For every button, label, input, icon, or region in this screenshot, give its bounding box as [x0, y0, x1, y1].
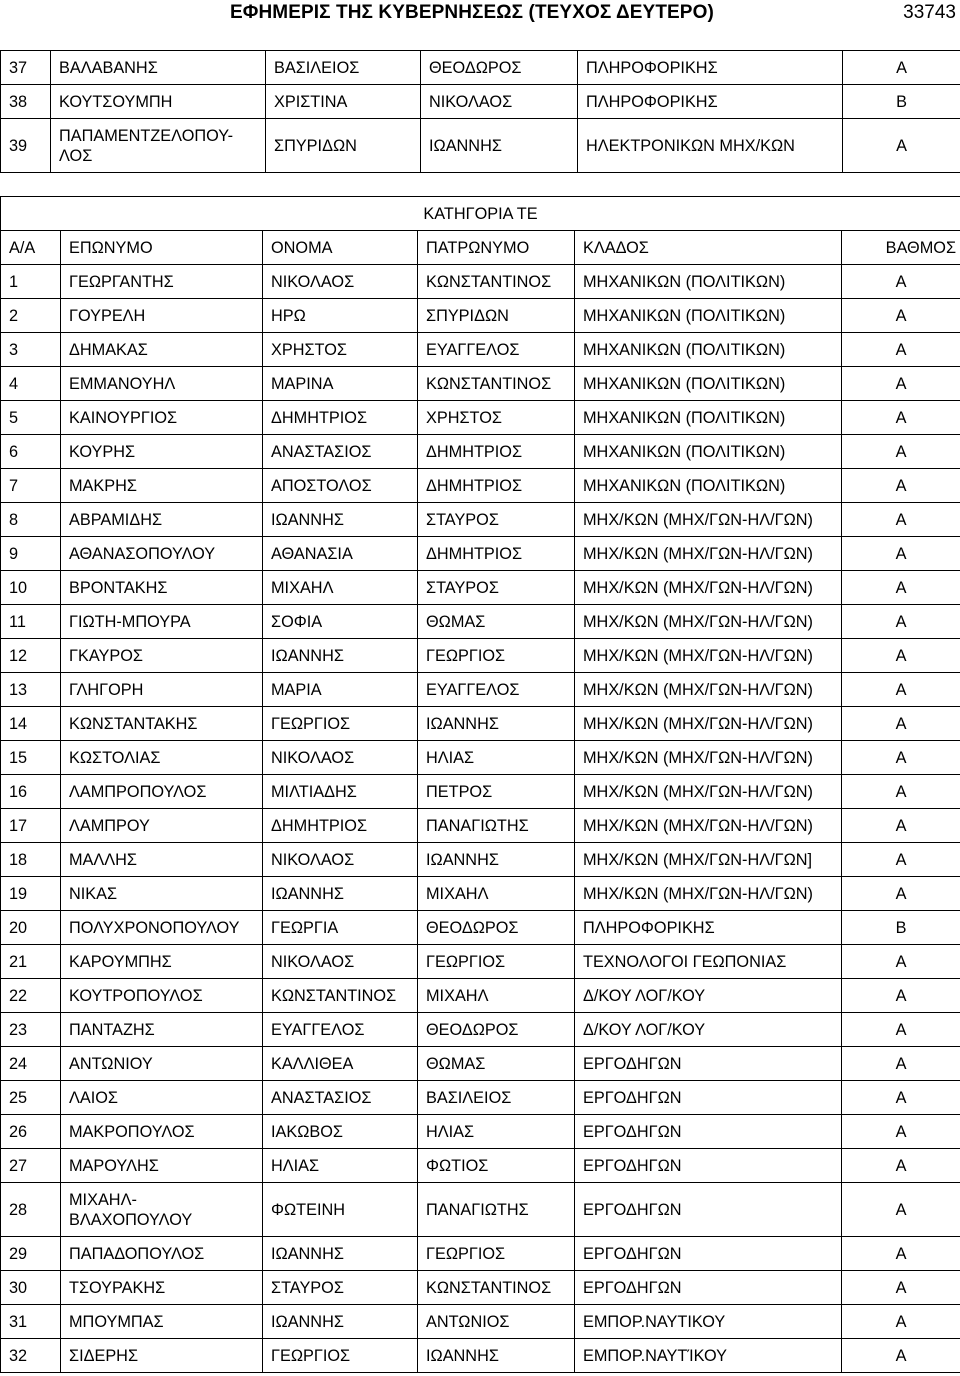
first-name-cell: ΕΥΑΓΓΕΛΟΣ	[263, 1013, 418, 1047]
specialty-cell: ΜΗΧ/ΚΩΝ (ΜΗΧ/ΓΩΝ-ΗΛ/ΓΩΝ)	[575, 707, 842, 741]
fathers-name-cell: ΣΤΑΥΡΟΣ	[418, 503, 575, 537]
specialty-cell: ΕΡΓΟΔΗΓΩΝ	[575, 1183, 842, 1237]
table-row	[1, 1149, 960, 1183]
fathers-name-cell: ΓΕΩΡΓΙΟΣ	[418, 945, 575, 979]
table-row	[1, 503, 960, 537]
row-number-cell: 2	[1, 299, 61, 333]
surname-cell: ΛΑΜΠΡΟΠΟΥΛΟΣ	[61, 775, 263, 809]
table-row	[1, 469, 960, 503]
first-name-cell: ΙΩΑΝΝΗΣ	[263, 503, 418, 537]
specialty-cell: ΜΗΧΑΝΙΚΩΝ (ΠΟΛΙΤΙΚΩΝ)	[575, 265, 842, 299]
first-name-cell: ΚΩΝΣΤΑΝΤΙΝΟΣ	[263, 979, 418, 1013]
row-number-cell: 21	[1, 945, 61, 979]
row-number-cell: 20	[1, 911, 61, 945]
specialty-cell: ΕΡΓΟΔΗΓΩΝ	[575, 1115, 842, 1149]
first-name-cell: ΙΩΑΝΝΗΣ	[263, 877, 418, 911]
specialty-cell: ΕΜΠΟΡ.ΝΑΥΤΊΚΟΥ	[575, 1339, 842, 1373]
surname-cell: ΝΙΚΑΣ	[61, 877, 263, 911]
first-name-cell: ΜΙΛΤΙΑΔΗΣ	[263, 775, 418, 809]
specialty-cell: ΠΛΗΡΟΦΟΡΙΚΗΣ	[575, 911, 842, 945]
fathers-name-cell: ΠΕΤΡΟΣ	[418, 775, 575, 809]
row-number-cell: 31	[1, 1305, 61, 1339]
fathers-name-cell: ΙΩΑΝΝΗΣ	[418, 843, 575, 877]
row-number-cell: 10	[1, 571, 61, 605]
row-number-cell: 24	[1, 1047, 61, 1081]
grade-cell: Α	[842, 435, 960, 469]
fathers-name-cell: ΓΕΩΡΓΙΟΣ	[418, 1237, 575, 1271]
specialty-cell: ΜΗΧΑΝΙΚΩΝ (ΠΟΛΙΤΙΚΩΝ)	[575, 401, 842, 435]
fathers-name-cell: ΚΩΝΣΤΑΝΤΙΝΟΣ	[418, 367, 575, 401]
row-number-cell: 7	[1, 469, 61, 503]
grade-cell: Α	[842, 1149, 960, 1183]
specialty-cell: ΜΗΧΑΝΙΚΩΝ (ΠΟΛΙΤΙΚΩΝ)	[575, 299, 842, 333]
specialty-cell: ΕΡΓΟΔΗΓΩΝ	[575, 1047, 842, 1081]
grade-cell: Α	[842, 775, 960, 809]
table-row	[1, 537, 960, 571]
grade-cell: Α	[842, 945, 960, 979]
row-number-cell: 3	[1, 333, 61, 367]
first-name-cell: ΔΗΜΗΤΡΙΟΣ	[263, 401, 418, 435]
grade-cell: Α	[842, 1305, 960, 1339]
surname-cell: ΒΑΛΑΒΑΝΗΣ	[51, 51, 266, 85]
table-row	[1, 775, 960, 809]
row-number-cell: 19	[1, 877, 61, 911]
specialty-cell: Δ/ΚΟΥ ΛΟΓ/ΚΟΥ	[575, 979, 842, 1013]
first-name-cell: ΙΩΑΝΝΗΣ	[263, 1305, 418, 1339]
page-number: 33743	[903, 2, 956, 23]
fathers-name-cell: ΘΕΟΔΩΡΟΣ	[418, 1013, 575, 1047]
row-number-cell: 37	[1, 51, 51, 85]
row-number-cell: 17	[1, 809, 61, 843]
first-name-cell: ΑΘΑΝΑΣΙΑ	[263, 537, 418, 571]
fathers-name-cell: ΚΩΝΣΤΑΝΤΙΝΟΣ	[418, 1271, 575, 1305]
grade-cell: Α	[842, 673, 960, 707]
table-row	[1, 367, 960, 401]
row-number-cell: 28	[1, 1183, 61, 1237]
grade-cell: Α	[842, 1237, 960, 1271]
grade-cell: Α	[842, 1339, 960, 1373]
grade-cell: Α	[842, 877, 960, 911]
grade-cell: Α	[842, 843, 960, 877]
specialty-cell: ΕΡΓΟΔΗΓΩΝ	[575, 1149, 842, 1183]
table-row	[1, 299, 960, 333]
row-number-cell: 1	[1, 265, 61, 299]
table-row	[1, 435, 960, 469]
surname-cell: ΑΝΤΩΝΙΟΥ	[61, 1047, 263, 1081]
first-name-cell: ΣΠΥΡΙΔΩΝ	[266, 119, 421, 173]
row-number-cell: 4	[1, 367, 61, 401]
table-row	[1, 809, 960, 843]
fathers-name-cell: ΒΑΣΙΛΕΙΟΣ	[418, 1081, 575, 1115]
fathers-name-cell: ΚΩΝΣΤΑΝΤΙΝΟΣ	[418, 265, 575, 299]
fathers-name-cell: ΣΠΥΡΙΔΩΝ	[418, 299, 575, 333]
column-header-first-name: ΟΝΟΜΑ	[263, 231, 418, 265]
specialty-cell: ΗΛΕΚΤΡΟΝΙΚΩΝ ΜΗΧ/ΚΩΝ	[578, 119, 843, 173]
specialty-cell: ΜΗΧ/ΚΩΝ (ΜΗΧ/ΓΩΝ-ΗΛ/ΓΩΝ)	[575, 537, 842, 571]
specialty-cell: ΜΗΧ/ΚΩΝ (ΜΗΧ/ΓΩΝ-ΗΛ/ΓΩΝ)	[575, 775, 842, 809]
specialty-cell: ΜΗΧ/ΚΩΝ (ΜΗΧ/ΓΩΝ-ΗΛ/ΓΩΝ)	[575, 809, 842, 843]
column-header-grade: ΒΑΘΜΟΣ	[842, 231, 960, 265]
table-row	[1, 673, 960, 707]
fathers-name-cell: ΓΕΩΡΓΙΟΣ	[418, 639, 575, 673]
grade-cell: Α	[842, 605, 960, 639]
row-number-cell: 15	[1, 741, 61, 775]
grade-cell: Α	[842, 1271, 960, 1305]
grade-cell: Α	[842, 979, 960, 1013]
first-name-cell: ΧΡΙΣΤΙΝΑ	[266, 85, 421, 119]
row-number-cell: 5	[1, 401, 61, 435]
first-name-cell: ΓΕΩΡΓΙΑ	[263, 911, 418, 945]
fathers-name-cell: ΘΩΜΑΣ	[418, 1047, 575, 1081]
specialty-cell: ΜΗΧΑΝΙΚΩΝ (ΠΟΛΙΤΙΚΩΝ)	[575, 367, 842, 401]
row-number-cell: 12	[1, 639, 61, 673]
column-header-surname: ΕΠΩΝΥΜΟ	[61, 231, 263, 265]
surname-cell: ΜΑΚΡΟΠΟΥΛΟΣ	[61, 1115, 263, 1149]
fathers-name-cell: ΘΕΟΔΩΡΟΣ	[421, 51, 578, 85]
specialty-cell: ΤΕΧΝΟΛΟΓΟΙ ΓΕΩΠΟΝΙΑΣ	[575, 945, 842, 979]
fathers-name-cell: ΑΝΤΩΝΙΟΣ	[418, 1305, 575, 1339]
surname-cell: ΛΑΜΠΡΟΥ	[61, 809, 263, 843]
table-row	[1, 85, 960, 119]
specialty-cell: ΠΛΗΡΟΦΟΡΙΚΗΣ	[578, 85, 843, 119]
surname-cell: ΣΙΔΕΡΗΣ	[61, 1339, 263, 1373]
row-number-cell: 29	[1, 1237, 61, 1271]
surname-cell: ΒΡΟΝΤΑΚΗΣ	[61, 571, 263, 605]
specialty-cell: ΜΗΧ/ΚΩΝ (ΜΗΧ/ΓΩΝ-ΗΛ/ΓΩΝ)	[575, 877, 842, 911]
gazette-title: ΕΦΗΜΕΡΙΣ ΤΗΣ ΚΥΒΕΡΝΗΣΕΩΣ (ΤΕΥΧΟΣ ΔΕΥΤΕΡΟ)	[230, 2, 714, 23]
specialty-cell: ΕΡΓΟΔΗΓΩΝ	[575, 1271, 842, 1305]
fathers-name-cell: ΣΤΑΥΡΟΣ	[418, 571, 575, 605]
grade-cell: Α	[842, 367, 960, 401]
first-name-cell: ΝΙΚΟΛΑΟΣ	[263, 741, 418, 775]
specialty-cell: ΜΗΧ/ΚΩΝ (ΜΗΧ/ΓΩΝ-ΗΛ/ΓΩΝ)	[575, 673, 842, 707]
table-row	[1, 1081, 960, 1115]
table-row	[1, 1013, 960, 1047]
fathers-name-cell: ΝΙΚΟΛΑΟΣ	[421, 85, 578, 119]
first-name-cell: ΚΑΛΛΙΘΕΑ	[263, 1047, 418, 1081]
surname-cell: ΜΑΛΛΗΣ	[61, 843, 263, 877]
surname-cell: ΚΩΣΤΟΛΙΑΣ	[61, 741, 263, 775]
fathers-name-cell: ΜΙΧΑΗΛ	[418, 877, 575, 911]
grade-cell: Α	[842, 1047, 960, 1081]
first-name-cell: ΒΑΣΙΛΕΙΟΣ	[266, 51, 421, 85]
first-name-cell: ΑΝΑΣΤΑΣΙΟΣ	[263, 1081, 418, 1115]
first-name-cell: ΙΑΚΩΒΟΣ	[263, 1115, 418, 1149]
fathers-name-cell: ΗΛΙΑΣ	[418, 1115, 575, 1149]
table-row	[1, 333, 960, 367]
fathers-name-cell: ΙΩΑΝΝΗΣ	[418, 707, 575, 741]
surname-cell: ΚΩΝΣΤΑΝΤΑΚΗΣ	[61, 707, 263, 741]
surname-cell: ΔΗΜΑΚΑΣ	[61, 333, 263, 367]
specialty-cell: ΜΗΧ/ΚΩΝ (ΜΗΧ/ΓΩΝ-ΗΛ/ΓΩΝ)	[575, 605, 842, 639]
grade-cell: Α	[842, 1183, 960, 1237]
surname-cell: ΠΑΝΤΑΖΗΣ	[61, 1013, 263, 1047]
row-number-cell: 39	[1, 119, 51, 173]
first-name-cell: ΝΙΚΟΛΑΟΣ	[263, 945, 418, 979]
first-name-cell: ΑΠΟΣΤΟΛΟΣ	[263, 469, 418, 503]
table-row	[1, 1115, 960, 1149]
table-row	[1, 51, 960, 85]
first-name-cell: ΗΛΙΑΣ	[263, 1149, 418, 1183]
first-name-cell: ΣΤΑΥΡΟΣ	[263, 1271, 418, 1305]
fathers-name-cell: ΔΗΜΗΤΡΙΟΣ	[418, 469, 575, 503]
category-te-table	[0, 196, 960, 1373]
fathers-name-cell: ΠΑΝΑΓΙΩΤΗΣ	[418, 809, 575, 843]
specialty-cell: ΠΛΗΡΟΦΟΡΙΚΗΣ	[578, 51, 843, 85]
row-number-cell: 22	[1, 979, 61, 1013]
surname-cell: ΤΣΟΥΡΑΚΗΣ	[61, 1271, 263, 1305]
surname-cell: ΚΟΥΡΗΣ	[61, 435, 263, 469]
row-number-cell: 14	[1, 707, 61, 741]
surname-cell: ΠΟΛΥΧΡΟΝΟΠΟΥΛΟΥ	[61, 911, 263, 945]
row-number-cell: 38	[1, 85, 51, 119]
table-row	[1, 1339, 960, 1373]
surname-cell: ΑΒΡΑΜΙΔΗΣ	[61, 503, 263, 537]
grade-cell: Α	[842, 299, 960, 333]
grade-cell: Α	[842, 741, 960, 775]
first-name-cell: ΦΩΤΕΙΝΗ	[263, 1183, 418, 1237]
surname-cell: ΓΛΗΓΟΡΗ	[61, 673, 263, 707]
specialty-cell: ΕΡΓΟΔΗΓΩΝ	[575, 1237, 842, 1271]
column-header-row	[1, 231, 960, 265]
grade-cell: Α	[842, 1081, 960, 1115]
column-header-specialty: ΚΛΑΔΟΣ	[575, 231, 842, 265]
table-row	[1, 119, 960, 173]
page-header	[0, 0, 960, 38]
first-name-cell: ΧΡΗΣΤΟΣ	[263, 333, 418, 367]
category-caption-row	[1, 197, 960, 231]
first-name-cell: ΝΙΚΟΛΑΟΣ	[263, 265, 418, 299]
fathers-name-cell: ΘΕΟΔΩΡΟΣ	[418, 911, 575, 945]
table-row	[1, 979, 960, 1013]
row-number-cell: 16	[1, 775, 61, 809]
specialty-cell: ΕΡΓΟΔΗΓΩΝ	[575, 1081, 842, 1115]
column-header-fathers-name: ΠΑΤΡΩΝΥΜΟ	[418, 231, 575, 265]
table-row	[1, 707, 960, 741]
surname-cell: ΑΘΑΝΑΣΟΠΟΥΛΟΥ	[61, 537, 263, 571]
table-row	[1, 1047, 960, 1081]
grade-cell: Β	[843, 85, 960, 119]
fathers-name-cell: ΦΩΤΙΟΣ	[418, 1149, 575, 1183]
surname-cell: ΚΑΙΝΟΥΡΓΙΟΣ	[61, 401, 263, 435]
table-row	[1, 605, 960, 639]
table-row	[1, 741, 960, 775]
row-number-cell: 32	[1, 1339, 61, 1373]
grade-cell: Α	[842, 401, 960, 435]
table-row	[1, 1305, 960, 1339]
table-row	[1, 1237, 960, 1271]
table-row	[1, 401, 960, 435]
row-number-cell: 8	[1, 503, 61, 537]
table-row	[1, 945, 960, 979]
grade-cell: Β	[842, 911, 960, 945]
fathers-name-cell: ΠΑΝΑΓΙΩΤΗΣ	[418, 1183, 575, 1237]
grade-cell: Α	[842, 503, 960, 537]
category-title: ΚΑΤΗΓΟΡΙΑ ΤΕ	[1, 197, 960, 231]
row-number-cell: 23	[1, 1013, 61, 1047]
row-number-cell: 18	[1, 843, 61, 877]
first-name-cell: ΙΩΑΝΝΗΣ	[263, 639, 418, 673]
specialty-cell: ΜΗΧΑΝΙΚΩΝ (ΠΟΛΙΤΙΚΩΝ)	[575, 469, 842, 503]
grade-cell: Α	[842, 537, 960, 571]
fathers-name-cell: ΕΥΑΓΓΕΛΟΣ	[418, 333, 575, 367]
surname-cell: ΠΑΠΑΔΟΠΟΥΛΟΣ	[61, 1237, 263, 1271]
table-row	[1, 911, 960, 945]
first-name-cell: ΔΗΜΗΤΡΙΟΣ	[263, 809, 418, 843]
grade-cell: Α	[843, 119, 960, 173]
first-name-cell: ΙΩΑΝΝΗΣ	[263, 1237, 418, 1271]
surname-cell: ΜΙΧΑΗΛ- ΒΛΑΧΟΠΟΥΛΟΥ	[61, 1183, 263, 1237]
first-name-cell: ΜΑΡΙΝΑ	[263, 367, 418, 401]
table-row	[1, 1183, 960, 1237]
continuation-table	[0, 50, 960, 173]
fathers-name-cell: ΔΗΜΗΤΡΙΟΣ	[418, 435, 575, 469]
specialty-cell: ΜΗΧ/ΚΩΝ (ΜΗΧ/ΓΩΝ-ΗΛ/ΓΩΝ)	[575, 503, 842, 537]
specialty-cell: ΜΗΧΑΝΙΚΩΝ (ΠΟΛΙΤΙΚΩΝ)	[575, 333, 842, 367]
grade-cell: Α	[842, 639, 960, 673]
fathers-name-cell: ΙΩΑΝΝΗΣ	[421, 119, 578, 173]
grade-cell: Α	[842, 707, 960, 741]
row-number-cell: 27	[1, 1149, 61, 1183]
specialty-cell: ΜΗΧ/ΚΩΝ (ΜΗΧ/ΓΩΝ-ΗΛ/ΓΩΝ)	[575, 741, 842, 775]
specialty-cell: ΜΗΧ/ΚΩΝ (ΜΗΧ/ΓΩΝ-ΗΛ/ΓΩΝ]	[575, 843, 842, 877]
fathers-name-cell: ΧΡΗΣΤΟΣ	[418, 401, 575, 435]
grade-cell: Α	[842, 809, 960, 843]
first-name-cell: ΓΕΩΡΓΙΟΣ	[263, 1339, 418, 1373]
specialty-cell: ΜΗΧ/ΚΩΝ (ΜΗΧ/ΓΩΝ-ΗΛ/ΓΩΝ)	[575, 571, 842, 605]
surname-cell: ΛΑΙΟΣ	[61, 1081, 263, 1115]
first-name-cell: ΑΝΑΣΤΑΣΙΟΣ	[263, 435, 418, 469]
surname-cell: ΚΑΡΟΥΜΠΗΣ	[61, 945, 263, 979]
surname-cell: ΜΑΚΡΗΣ	[61, 469, 263, 503]
fathers-name-cell: ΘΩΜΑΣ	[418, 605, 575, 639]
row-number-cell: 9	[1, 537, 61, 571]
fathers-name-cell: ΜΙΧΑΗΛ	[418, 979, 575, 1013]
table-row	[1, 571, 960, 605]
table-row	[1, 1271, 960, 1305]
row-number-cell: 25	[1, 1081, 61, 1115]
grade-cell: Α	[842, 265, 960, 299]
row-number-cell: 11	[1, 605, 61, 639]
specialty-cell: ΕΜΠΟΡ.ΝΑΥΤΙΚΟΥ	[575, 1305, 842, 1339]
surname-cell: ΜΠΟΥΜΠΑΣ	[61, 1305, 263, 1339]
row-number-cell: 6	[1, 435, 61, 469]
table-row	[1, 877, 960, 911]
table-row	[1, 639, 960, 673]
surname-cell: ΓΚΑΥΡΟΣ	[61, 639, 263, 673]
row-number-cell: 26	[1, 1115, 61, 1149]
surname-cell: ΚΟΥΤΣΟΥΜΠΗ	[51, 85, 266, 119]
first-name-cell: ΜΙΧΑΗΛ	[263, 571, 418, 605]
grade-cell: Α	[842, 1115, 960, 1149]
row-number-cell: 13	[1, 673, 61, 707]
grade-cell: Α	[842, 571, 960, 605]
first-name-cell: ΝΙΚΟΛΑΟΣ	[263, 843, 418, 877]
specialty-cell: Δ/ΚΟΥ ΛΟΓ/ΚΟΥ	[575, 1013, 842, 1047]
first-name-cell: ΗΡΩ	[263, 299, 418, 333]
first-name-cell: ΣΟΦΙΑ	[263, 605, 418, 639]
grade-cell: Α	[842, 469, 960, 503]
fathers-name-cell: ΙΩΑΝΝΗΣ	[418, 1339, 575, 1373]
surname-cell: ΓΟΥΡΕΛΗ	[61, 299, 263, 333]
fathers-name-cell: ΗΛΙΑΣ	[418, 741, 575, 775]
grade-cell: Α	[843, 51, 960, 85]
table-row	[1, 843, 960, 877]
specialty-cell: ΜΗΧΑΝΙΚΩΝ (ΠΟΛΙΤΙΚΩΝ)	[575, 435, 842, 469]
surname-cell: ΜΑΡΟΥΛΗΣ	[61, 1149, 263, 1183]
surname-cell: ΚΟΥΤΡΟΠΟΥΛΟΣ	[61, 979, 263, 1013]
first-name-cell: ΜΑΡΙΑ	[263, 673, 418, 707]
surname-cell: ΠΑΠΑΜΕΝΤΖΕΛΟΠΟΥ- ΛΟΣ	[51, 119, 266, 173]
grade-cell: Α	[842, 333, 960, 367]
fathers-name-cell: ΔΗΜΗΤΡΙΟΣ	[418, 537, 575, 571]
first-name-cell: ΓΕΩΡΓΙΟΣ	[263, 707, 418, 741]
surname-cell: ΕΜΜΑΝΟΥΗΛ	[61, 367, 263, 401]
surname-cell: ΓΙΩΤΗ-ΜΠΟΥΡΑ	[61, 605, 263, 639]
table-row	[1, 265, 960, 299]
grade-cell: Α	[842, 1013, 960, 1047]
column-header-row-number: Α/Α	[1, 231, 61, 265]
surname-cell: ΓΕΩΡΓΑΝΤΗΣ	[61, 265, 263, 299]
fathers-name-cell: ΕΥΑΓΓΕΛΟΣ	[418, 673, 575, 707]
specialty-cell: ΜΗΧ/ΚΩΝ (ΜΗΧ/ΓΩΝ-ΗΛ/ΓΩΝ)	[575, 639, 842, 673]
row-number-cell: 30	[1, 1271, 61, 1305]
